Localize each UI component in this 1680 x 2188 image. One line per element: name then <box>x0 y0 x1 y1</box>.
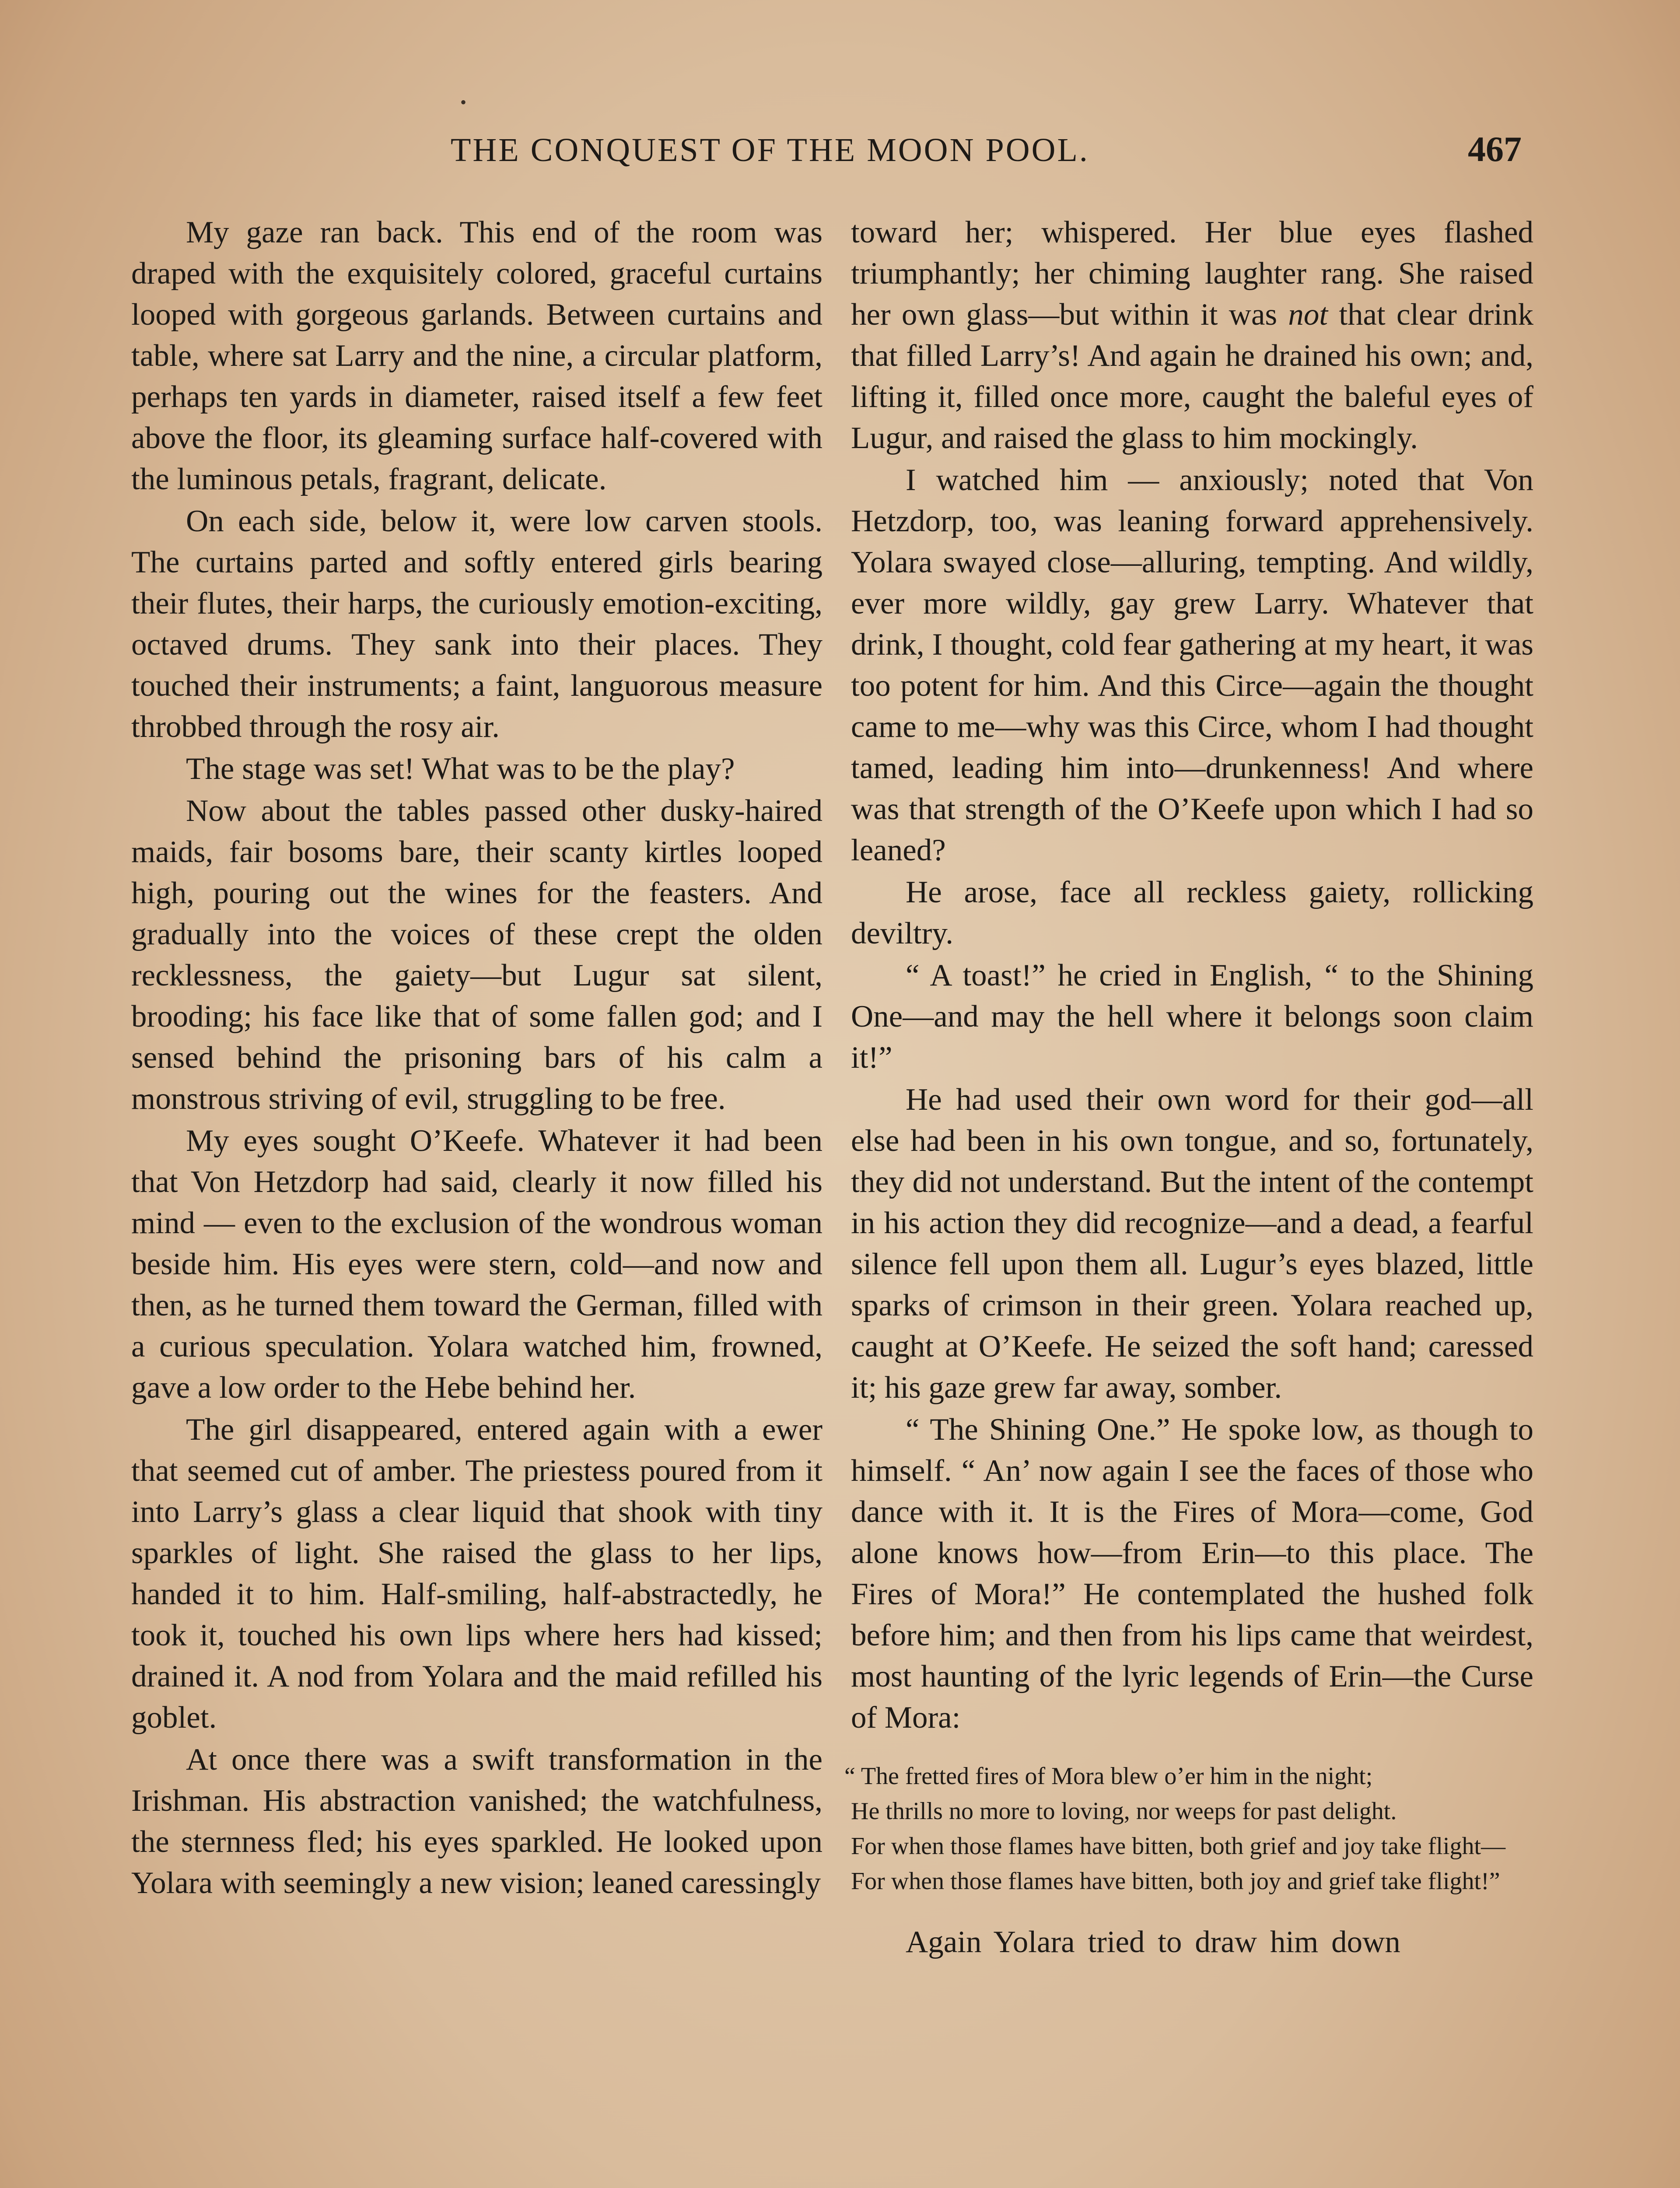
right-column <box>844 212 1534 1963</box>
paragraph: He had used their own word for their god—all else had been in his own tongue, and so, fortunately, they did not understand. But the intent of the contempt in his action they did recognize—and a dead, a fearful silence fell upon them all. Lugur’s eyes blazed, little sparks of crimson in their green. Yolara reached up, caught at O’Keefe. He seized the soft hand; caressed it; his gaze grew far away, somber. <box>851 1083 1533 1405</box>
paragraph: The stage was set! What was to be the play? <box>186 752 735 786</box>
paragraph: I watched him — anxiously; noted that Von Hetzdorp, too, was leaning forward apprehensively. Yolara swayed close—alluring, tempting. And wildly, ever more wildly, gay grew Larry. Whatever that drink, I thought, cold fear gathering at my heart, it was too potent for him. And this Circe—again the thought came to me—why was this Circe, whom I had thought tamed, leading him into—drunkenness! And where was that strength of the O’Keefe upon which I had so leaned? <box>851 463 1533 867</box>
left-column <box>131 212 822 1904</box>
paragraph: My gaze ran back. This end of the room was draped with the exquisitely colored, graceful curtains looped with gorgeous garlands. Between curtains and table, where sat Larry and the nine, a circular platform, perhaps ten yards in diameter, raised itself a few feet above the floor, its gleaming surface half-covered with the luminous petals, fragrant, delicate. <box>131 215 822 496</box>
ink-speck-icon: • <box>460 92 467 112</box>
continued-paragraph <box>851 212 1533 459</box>
paragraph: He arose, face all reckless gaiety, rollicking deviltry. <box>851 875 1533 950</box>
verse-line: For when those flames have bitten, both joy and grief take flight!” <box>851 1868 1500 1895</box>
verse-line: “ The fretted fires of Mora blew o’er him in the night; <box>844 1763 1373 1790</box>
closing-line: Again Yolara tried to draw him down <box>906 1925 1400 1959</box>
paragraph-text: that clear drink that filled Larry’s! And again he drained his own; and, lifting it, filled once more, caught the baleful eyes of Lugur, and raised the glass to him mockingly. <box>851 298 1534 455</box>
verse-block <box>844 1760 1533 1897</box>
paragraph: “ A toast!” he cried in English, “ to the Shining One—and may the hell where it belongs soon claim it!” <box>851 958 1533 1075</box>
paragraph: At once there was a swift transformation in the Irishman. His abstraction vanished; the watchfulness, the sternness fled; his eyes sparkled. He looked upon Yolara with seemingly a new vision; leaned caressingly <box>131 1743 822 1900</box>
paragraph-text: toward her; whispered. Her blue eyes flashed triumphantly; her chiming laughter rang. She raised her own glass—but within it was <box>851 215 1533 332</box>
verse-line: For when those flames have bitten, both grief and joy take flight— <box>851 1833 1506 1860</box>
paragraph: The girl disappeared, entered again with a ewer that seemed cut of amber. The priestess poured from it into Larry’s glass a clear liquid that shook with tiny sparkles of light. She raised the glass to her lips, handed it to him. Half-smiling, half-abstractedly, he took it, touched his own lips where hers had kissed; drained it. A nod from Yolara and the maid refilled his goblet. <box>131 1413 822 1735</box>
paragraph: Now about the tables passed other dusky-haired maids, fair bosoms bare, their scanty kirtles looped high, pouring out the wines for the feasters. And gradually into the voices of these crept the olden recklessness, the gaiety—but Lugur sat silent, brooding; his face like that of some fallen god; and I sensed behind the prisoning bars of his calm a monstrous striving of evil, struggling to be free. <box>131 794 822 1116</box>
paragraph: My eyes sought O’Keefe. Whatever it had been that Von Hetzdorp had said, clearly it now filled his mind — even to the exclusion of the wondrous woman beside him. His eyes were stern, cold—and now and then, as he turned them toward the German, filled with a curious speculation. Yolara watched him, frowned, gave a low order to the Hebe behind her. <box>131 1124 822 1405</box>
paragraph: “ The Shining One.” He spoke low, as though to himself. “ An’ now again I see the faces of those who dance with it. It is the Fires of Mora—come, God alone knows how—from Erin—to this place. The Fires of Mora!” He contemplated the hushed folk before him; and then from his lips came that weirdest, most haunting of the lyric legends of Erin—the Curse of Mora: <box>851 1413 1533 1735</box>
verse-line: He thrills no more to loving, nor weeps for past delight. <box>851 1798 1397 1825</box>
emphasis-word: not <box>1288 298 1328 332</box>
page-number: 467 <box>1468 129 1522 169</box>
running-title: THE CONQUEST OF THE MOON POOL. <box>451 132 1089 168</box>
paragraph: On each side, below it, were low carven stools. The curtains parted and softly entered girls bearing their flutes, their harps, the curiously emotion-exciting, octaved drums. They sank into their places. They touched their instruments; a faint, languorous measure throbbed through the rosy air. <box>131 504 822 744</box>
